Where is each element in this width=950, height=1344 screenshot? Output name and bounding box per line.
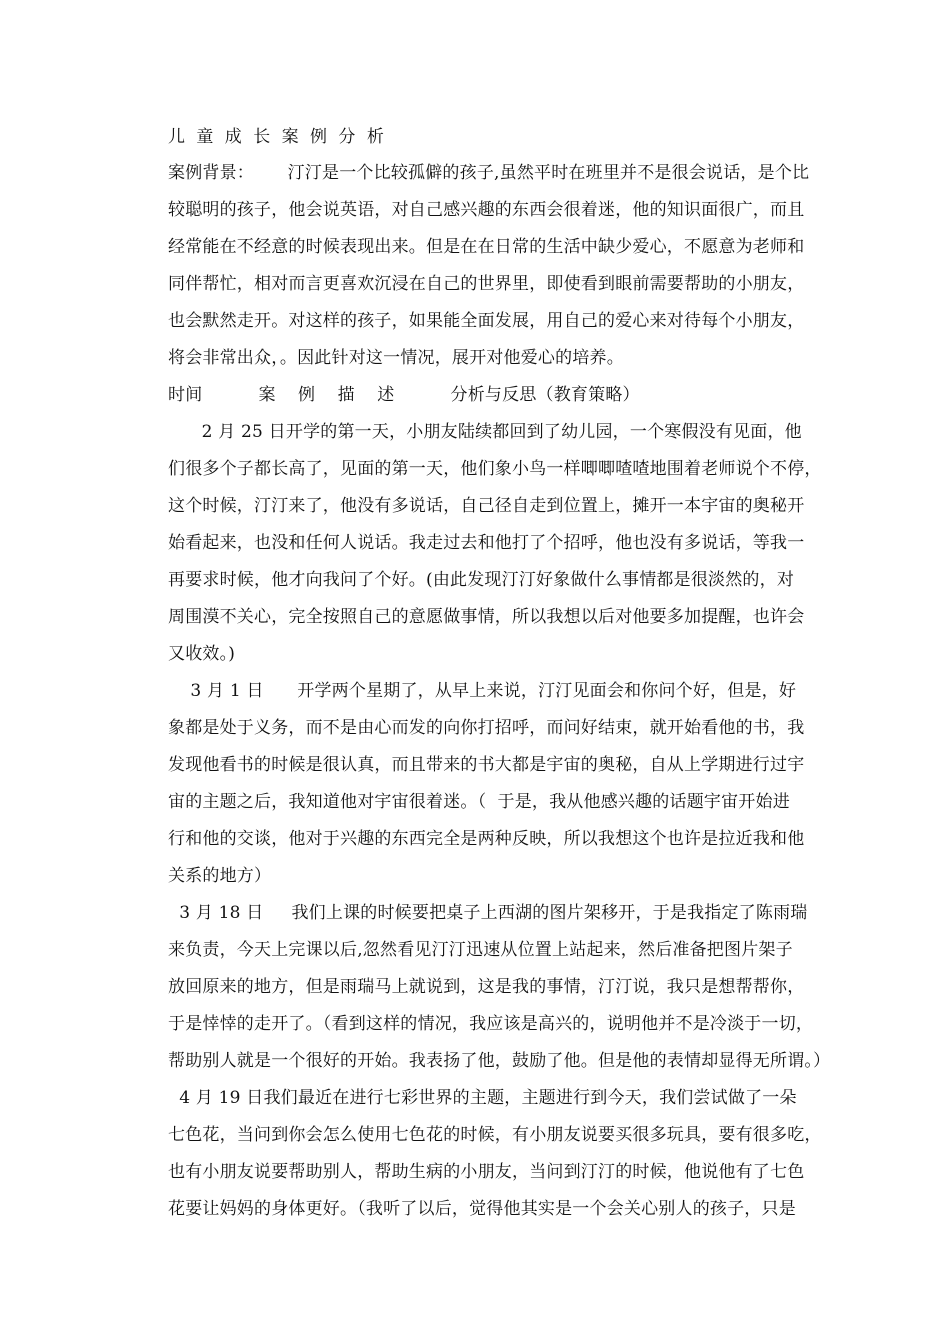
paragraph-line: 始看起来，也没和任何人说话。我走过去和他打了个招呼，他也没有多说话，等我一 bbox=[168, 533, 805, 553]
paragraph-line: 关系的地方） bbox=[168, 866, 272, 886]
paragraph-line: 再要求时候，他才向我问了个好。(由此发现汀汀好象做什么事情都是很淡然的，对 bbox=[168, 570, 795, 590]
paragraph-line: 又收效。) bbox=[168, 644, 236, 664]
paragraph-line: 也会默然走开。对这样的孩子，如果能全面发展，用自己的爱心来对待每个小朋友， bbox=[168, 311, 805, 331]
paragraph-line: 这个时候，汀汀来了，他没有多说话，自己径自走到位置上，摊开一本宇宙的奥秘开 bbox=[168, 496, 805, 516]
paragraph-line: 于是悻悻的走开了。（看到这样的情况，我应该是高兴的，说明他并不是冷淡于一切， bbox=[168, 1014, 814, 1034]
paragraph-line: 发现他看书的时候是很认真，而且带来的书大都是宇宙的奥秘，自从上学期进行过宇 bbox=[168, 755, 805, 775]
paragraph-line: 宙的主题之后，我知道他对宇宙很着迷。（ 于是，我从他感兴趣的话题宇宙开始进 bbox=[168, 792, 790, 812]
table-header-line: 时间 案 例 描 述 分析与反思（教育策略） bbox=[168, 385, 640, 405]
paragraph-line: 同伴帮忙，相对而言更喜欢沉浸在自己的世界里，即使看到眼前需要帮助的小朋友， bbox=[168, 274, 805, 294]
paragraph-line: 放回原来的地方，但是雨瑞马上就说到，这是我的事情，汀汀说，我只是想帮帮你， bbox=[168, 977, 805, 997]
paragraph-line: 象都是处于义务，而不是由心而发的向你打招呼，而问好结束，就开始看他的书，我 bbox=[168, 718, 805, 738]
paragraph-line: 3 月 1 日 开学两个星期了，从早上来说，汀汀见面会和你问个好，但是，好 bbox=[168, 681, 797, 701]
document-title: 儿 童 成 长 案 例 分 析 bbox=[168, 127, 387, 147]
paragraph-line: 七色花，当问到你会怎么使用七色花的时候，有小朋友说要买很多玩具，要有很多吃， bbox=[168, 1125, 822, 1145]
paragraph-line: 行和他的交谈，他对于兴趣的东西完全是两种反映，所以我想这个也许是拉近我和他 bbox=[168, 829, 805, 849]
paragraph-line: 将会非常出众，。因此针对这一情况，展开对他爱心的培养。 bbox=[168, 348, 624, 368]
paragraph-line: 4 月 19 日我们最近在进行七彩世界的主题，主题进行到今天，我们尝试做了一朵 bbox=[168, 1088, 797, 1108]
paragraph-line: 较聪明的孩子，他会说英语，对自己感兴趣的东西会很着迷，他的知识面很广，而且 bbox=[168, 200, 805, 220]
paragraph-line: 周围漠不关心，完全按照自己的意愿做事情，所以我想以后对他要多加提醒，也许会 bbox=[168, 607, 805, 627]
paragraph-line: 2 月 25 日开学的第一天，小朋友陆续都回到了幼儿园，一个寒假没有见面，他 bbox=[168, 422, 802, 442]
paragraph-line: 花要让妈妈的身体更好。（我听了以后，觉得他其实是一个会关心别人的孩子，只是 bbox=[168, 1199, 796, 1219]
paragraph-line: 案例背景： 汀汀是一个比较孤僻的孩子,虽然平时在班里并不是很会说话，是个比 bbox=[168, 163, 810, 183]
paragraph-line: 帮助别人就是一个很好的开始。我表扬了他，鼓励了他。但是他的表情却显得无所谓。） bbox=[168, 1051, 831, 1071]
paragraph-line: 来负责，今天上完课以后,忽然看见汀汀迅速从位置上站起来，然后准备把图片架子 bbox=[168, 940, 793, 960]
paragraph-line: 经常能在不经意的时候表现出来。但是在在日常的生活中缺少爱心，不愿意为老师和 bbox=[168, 237, 805, 257]
paragraph-line: 3 月 18 日 我们上课的时候要把桌子上西湖的图片架移开，于是我指定了陈雨瑞 bbox=[168, 903, 808, 923]
paragraph-line: 也有小朋友说要帮助别人，帮助生病的小朋友，当问到汀汀的时候，他说他有了七色 bbox=[168, 1162, 805, 1182]
paragraph-line: 们很多个子都长高了，见面的第一天，他们象小鸟一样唧唧喳喳地围着老师说个不停， bbox=[168, 459, 822, 479]
